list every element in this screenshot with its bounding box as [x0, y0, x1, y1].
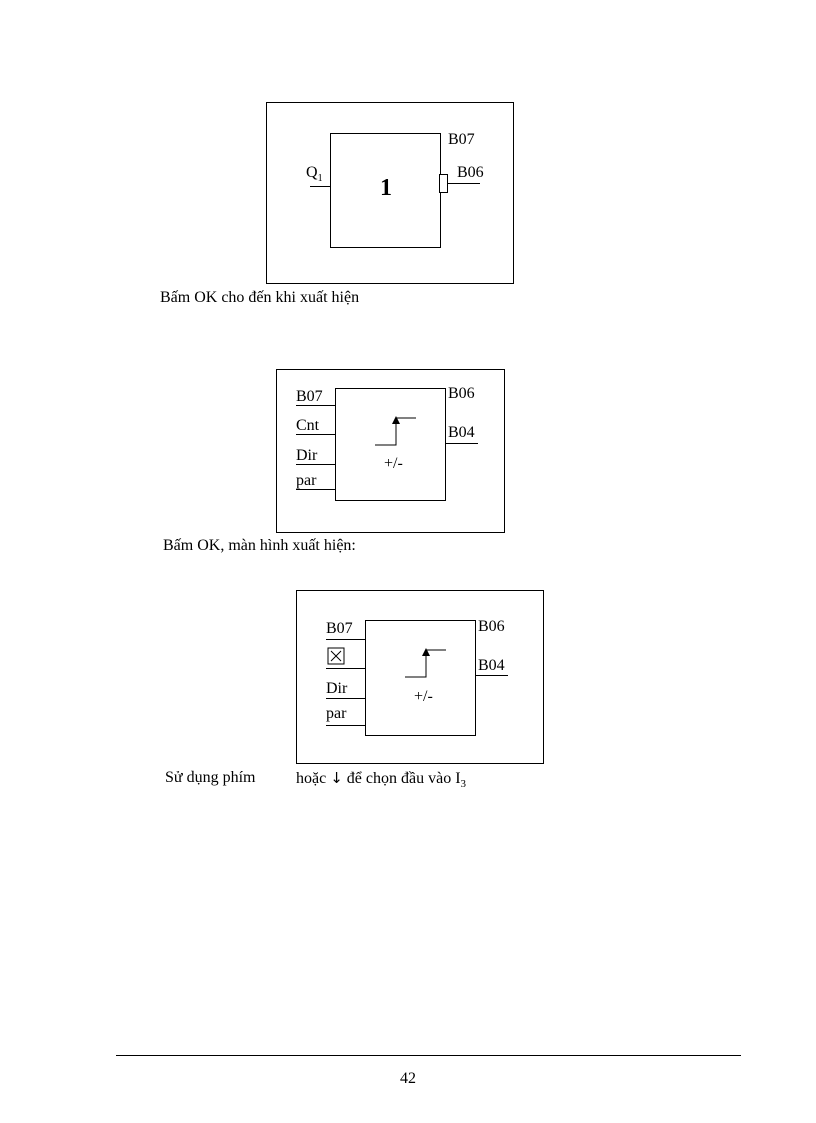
diagram-3-output-b04: B04 [478, 657, 505, 674]
caption-2: Bấm OK, màn hình xuất hiện: [163, 537, 356, 554]
diagram-1-input-q: Q [306, 164, 318, 181]
diagram-3-input-dir: Dir [326, 680, 348, 697]
caption-3-part-1: Sử dụng phím [165, 769, 256, 786]
diagram-2-input-par: par [296, 472, 317, 489]
diagram-1-input-q-label [306, 164, 323, 188]
diagram-3-output-b06: B06 [478, 618, 505, 635]
diagram-3-input-line-4 [326, 725, 365, 726]
diagram-3-checkbox-icon [327, 647, 345, 665]
diagram-2-step-symbol [370, 410, 420, 450]
diagram-3-input-line-3 [326, 698, 365, 699]
diagram-1-output-connector [439, 174, 448, 193]
caption-3-part-3: để chọn đầu vào I [346, 770, 461, 787]
diagram-1-input-line [310, 186, 330, 187]
diagram-2-output-line [446, 443, 478, 444]
caption-1: Bấm OK cho đến khi xuất hiện [160, 289, 360, 306]
diagram-3-input-line-2 [326, 668, 365, 669]
diagram-2-input-cnt: Cnt [296, 417, 320, 434]
diagram-2-function-label: +/- [384, 455, 403, 472]
diagram-2-input-b07: B07 [296, 388, 323, 405]
diagram-1-output-label: B06 [457, 164, 484, 181]
diagram-3-function-label: +/- [414, 688, 433, 705]
caption-3-part-2: hoặc [296, 770, 327, 787]
diagram-1-top-right-label: B07 [448, 131, 475, 148]
page-number: 42 [400, 1070, 416, 1087]
diagram-1-output-line [448, 183, 480, 184]
caption-3-subscript: 3 [460, 778, 467, 791]
diagram-2-input-line-3 [296, 464, 335, 465]
diagram-3-output-line [476, 675, 508, 676]
diagram-2-output-b06: B06 [448, 385, 475, 402]
footer-rule [116, 1055, 741, 1056]
diagram-2-input-line-1 [296, 405, 335, 406]
diagram-3-input-par: par [326, 705, 347, 722]
diagram-2-input-dir: Dir [296, 447, 318, 464]
diagram-2-output-b04: B04 [448, 424, 475, 441]
diagram-3-step-symbol [400, 642, 450, 682]
diagram-2-input-line-2 [296, 434, 335, 435]
diagram-3-input-line-1 [326, 639, 365, 640]
diagram-3-input-b07: B07 [326, 620, 353, 637]
diagram-1-block-label: 1 [380, 175, 392, 201]
diagram-1-input-q-sub: 1 [317, 173, 323, 185]
caption-3-rest [296, 769, 466, 793]
down-arrow-icon: ↓ [330, 769, 343, 787]
diagram-2-input-line-4 [296, 489, 335, 490]
